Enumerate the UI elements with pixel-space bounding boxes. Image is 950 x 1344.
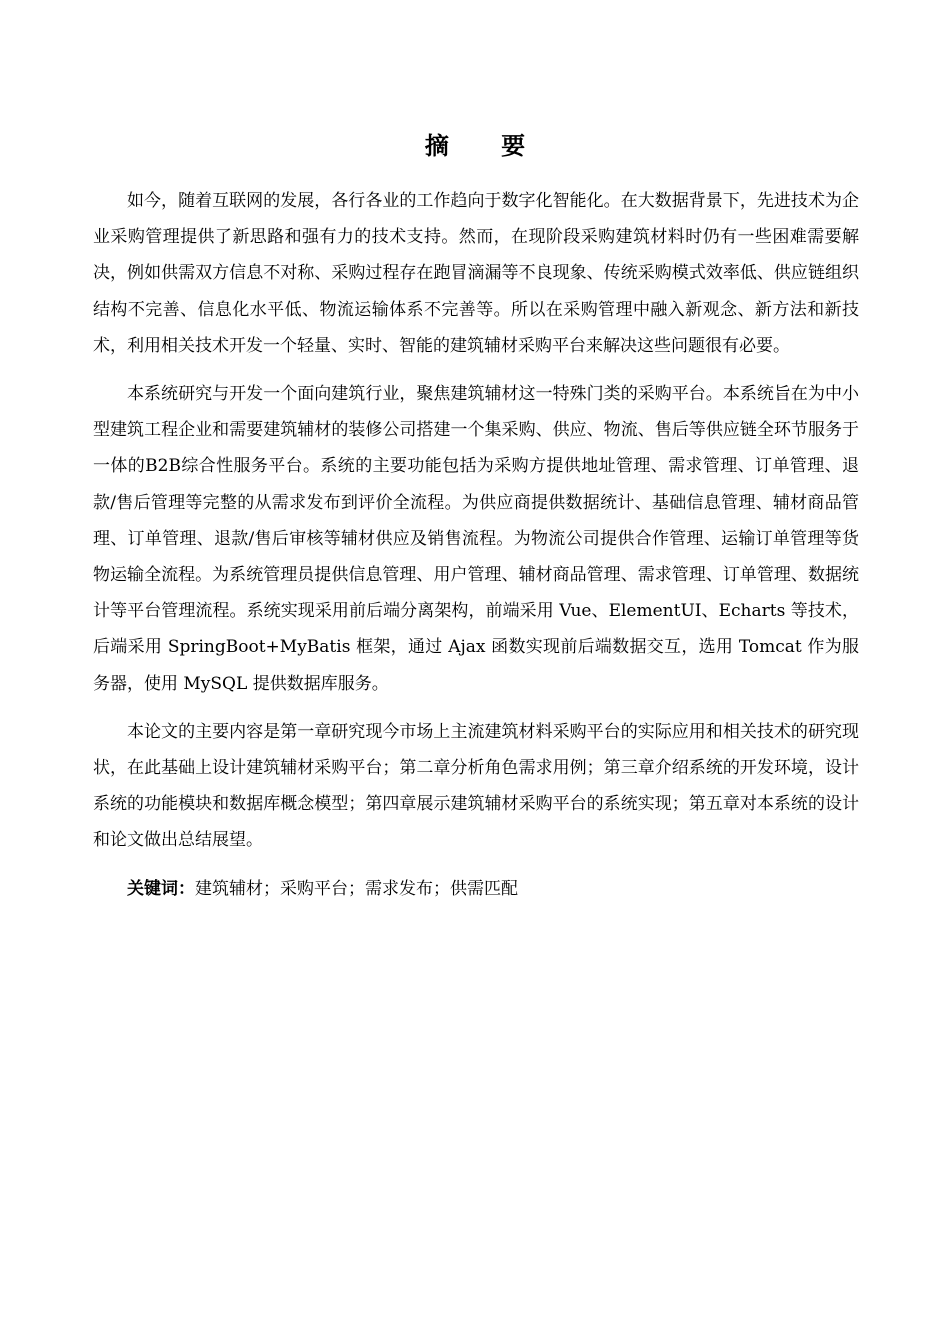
abstract-body [93, 183, 859, 907]
abstract-paragraph-2: 本系统研究与开发一个面向建筑行业，聚焦建筑辅材这一特殊门类的采购平台。本系统旨在为中小型建筑工程企业和需要建筑辅材的装修公司搭建一个集采购、供应、物流、售后等供应链全环节服务于一体的B2B综合性服务平台。系统的主要功能包括为采购方提供地址管理、需求管理、订单管理、退款/售后管理等完整的从需求发布到评价全流程。为供应商提供数据统计、基础信息管理、辅材商品管理、订单管理、退款/售后审核等辅材供应及销售流程。为物流公司提供合作管理、运输订单管理等货物运输全流程。为系统管理员提供信息管理、用户管理、辅材商品管理、需求管理、订单管理、数据统计等平台管理流程。系统实现采用前后端分离架构，前端采用 Vue、ElementUI、Echarts 等技术，后端采用 SpringBoot+MyBatis 框架，通过 Ajax 函数实现前后端数据交互，选用 Tomcat 作为服务器，使用 MySQL 提供数据库服务。 [93, 384, 859, 694]
keywords-label: 关键词： [127, 878, 195, 899]
keywords-text: 建筑辅材；采购平台；需求发布；供需匹配 [195, 878, 518, 899]
abstract-paragraph-3: 本论文的主要内容是第一章研究现今市场上主流建筑材料采购平台的实际应用和相关技术的研究现状，在此基础上设计建筑辅材采购平台；第二章分析角色需求用例；第三章介绍系统的开发环境，设计系统的功能模块和数据库概念模型；第四章展示建筑辅材采购平台的系统实现；第五章对本系统的设计和论文做出总结展望。 [93, 721, 859, 851]
keywords-line [93, 871, 859, 907]
abstract-paragraph-1: 如今，随着互联网的发展，各行各业的工作趋向于数字化智能化。在大数据背景下，先进技术为企业采购管理提供了新思路和强有力的技术支持。然而，在现阶段采购建筑材料时仍有一些困难需要解决，例如供需双方信息不对称、采购过程存在跑冒滴漏等不良现象、传统采购模式效率低、供应链组织结构不完善、信息化水平低、物流运输体系不完善等。所以在采购管理中融入新观念、新方法和新技术，利用相关技术开发一个轻量、实时、智能的建筑辅材采购平台来解决这些问题很有必要。 [93, 191, 859, 356]
abstract-title: 摘 要 [424, 132, 548, 161]
